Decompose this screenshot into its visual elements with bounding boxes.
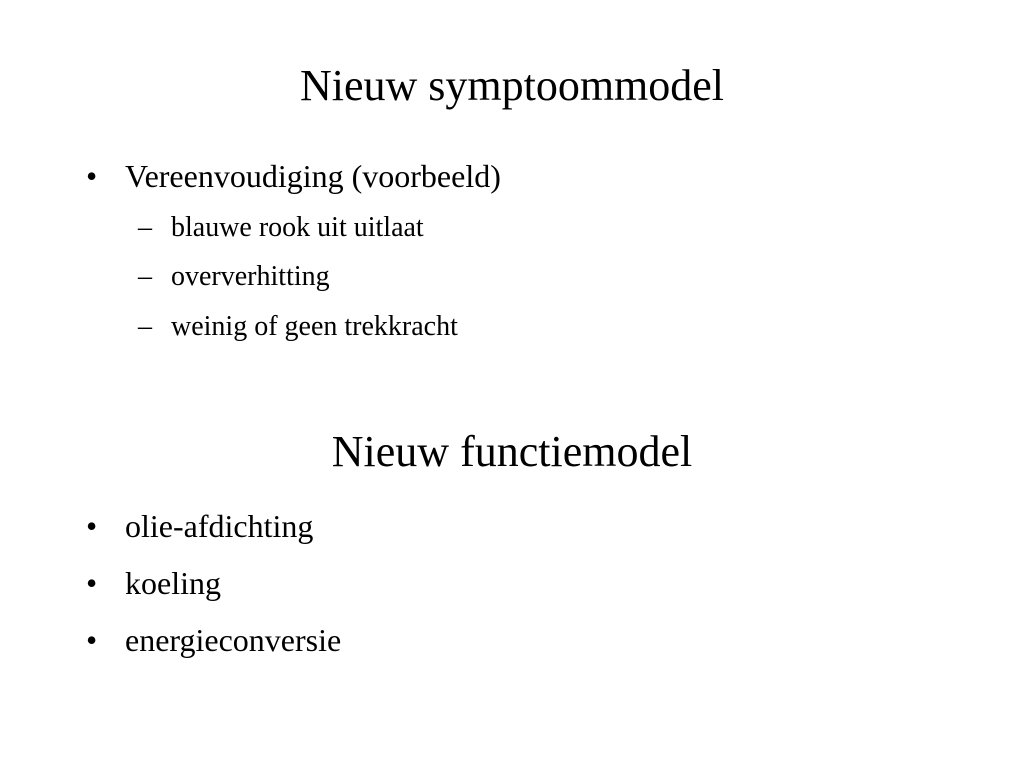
dash-marker: – [138, 212, 152, 243]
bullet-marker: • [86, 508, 98, 544]
sub-item-overheating [138, 260, 330, 294]
sub-item-traction [138, 310, 458, 344]
bullet-item-oil-sealing [86, 507, 313, 545]
bullet-marker: • [86, 158, 98, 194]
sub-item-text: weinig of geen trekkracht [171, 311, 458, 342]
slide-title-function-model: Nieuw functiemodel [331, 427, 693, 476]
dash-marker: – [138, 261, 152, 292]
dash-marker: – [138, 311, 152, 342]
bullet-text: Vereenvoudiging (voorbeeld) [125, 158, 501, 194]
slide-title-symptom-model: Nieuw symptoommodel [299, 61, 725, 110]
sub-item-text: blauwe rook uit uitlaat [171, 212, 424, 243]
bullet-text: energieconversie [125, 622, 342, 658]
bullet-marker: • [86, 622, 98, 658]
bullet-item-energy-conversion [86, 621, 341, 659]
bullet-marker: • [86, 565, 98, 601]
bullet-item-cooling [86, 564, 221, 602]
bullet-text: koeling [125, 565, 221, 601]
bullet-text: olie-afdichting [125, 508, 314, 544]
bullet-item-simplification [86, 157, 501, 195]
sub-item-blue-smoke [138, 211, 424, 245]
sub-item-text: oververhitting [171, 261, 330, 292]
